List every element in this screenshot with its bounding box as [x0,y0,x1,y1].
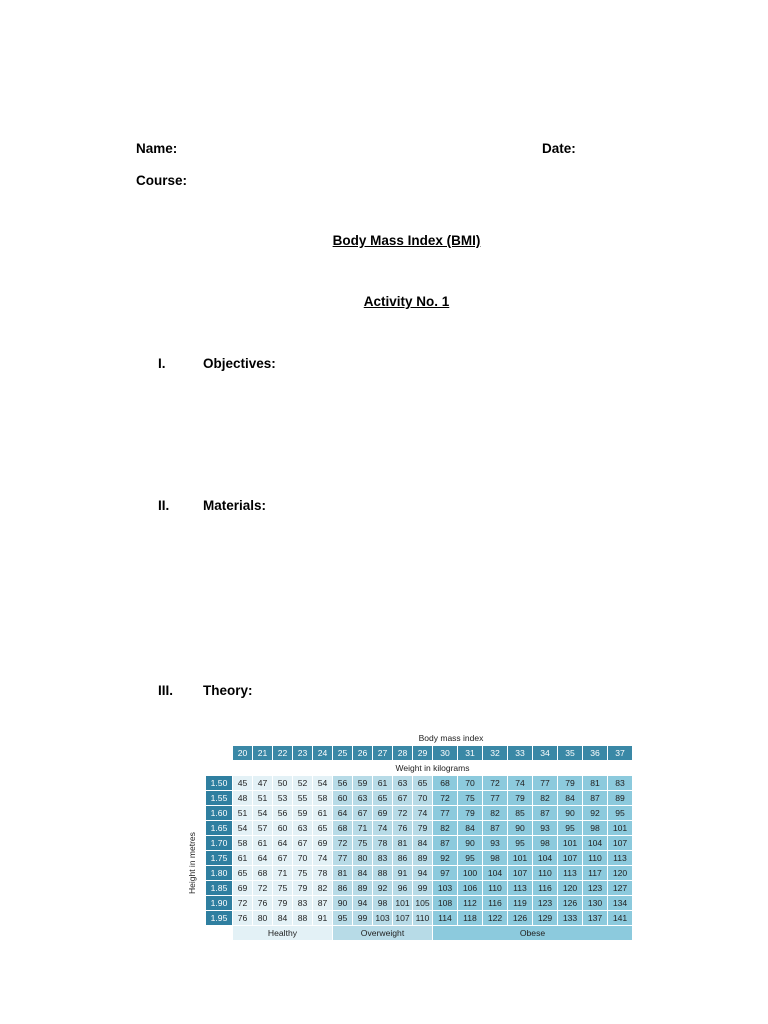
weight-cell: 75 [273,881,292,895]
weight-cell: 64 [253,851,272,865]
weight-cell: 98 [583,821,607,835]
weight-cell: 118 [458,911,482,925]
table-row [206,881,632,895]
weight-cell: 67 [393,791,412,805]
weight-cell: 101 [393,896,412,910]
weight-cell: 90 [558,806,582,820]
weight-cell: 76 [233,911,252,925]
weight-cell: 137 [583,911,607,925]
subtitle-row [206,761,632,775]
weight-cell: 92 [373,881,392,895]
bmi-value-header: 23 [293,746,312,760]
weight-cell: 75 [458,791,482,805]
height-cell: 1.50 [206,776,232,790]
bmi-value-header: 22 [273,746,292,760]
weight-cell: 76 [393,821,412,835]
weight-cell: 126 [558,896,582,910]
weight-cell: 70 [413,791,432,805]
weight-cell: 94 [413,866,432,880]
table-row [206,821,632,835]
category-spacer [206,926,232,940]
weight-cell: 61 [233,851,252,865]
weight-cell: 77 [483,791,507,805]
weight-cell: 107 [508,866,532,880]
height-cell: 1.70 [206,836,232,850]
weight-cell: 67 [353,806,372,820]
category-label-healthy: Healthy [233,926,332,940]
weight-cell: 104 [483,866,507,880]
weight-cell: 81 [393,836,412,850]
weight-cell: 77 [433,806,457,820]
weight-cell: 100 [458,866,482,880]
weight-subtitle: Weight in kilograms [395,763,470,773]
weight-cell: 84 [458,821,482,835]
height-cell: 1.65 [206,821,232,835]
weight-cell: 47 [253,776,272,790]
weight-cell: 83 [608,776,632,790]
weight-cell: 45 [233,776,252,790]
weight-cell: 97 [433,866,457,880]
weight-cell: 54 [253,806,272,820]
weight-cell: 61 [373,776,392,790]
weight-cell: 94 [353,896,372,910]
weight-cell: 81 [583,776,607,790]
section-numeral: II. [158,498,170,513]
weight-cell: 72 [333,836,352,850]
weight-cell: 95 [333,911,352,925]
bmi-value-header: 36 [583,746,607,760]
weight-cell: 106 [458,881,482,895]
weight-cell: 123 [583,881,607,895]
weight-cell: 65 [413,776,432,790]
weight-cell: 99 [353,911,372,925]
weight-cell: 82 [533,791,557,805]
weight-cell: 110 [413,911,432,925]
weight-cell: 69 [313,836,332,850]
weight-cell: 104 [583,836,607,850]
weight-cell: 110 [533,866,557,880]
weight-cell: 65 [373,791,392,805]
weight-cell: 98 [373,896,392,910]
weight-cell: 67 [293,836,312,850]
weight-cell: 104 [533,851,557,865]
bmi-value-header: 28 [393,746,412,760]
weight-cell: 57 [253,821,272,835]
weight-cell: 55 [293,791,312,805]
weight-cell: 78 [373,836,392,850]
bmi-chart [186,731,666,955]
weight-cell: 90 [333,896,352,910]
weight-cell: 88 [373,866,392,880]
weight-cell: 88 [293,911,312,925]
bmi-value-header: 31 [458,746,482,760]
table-row [206,791,632,805]
table-row [206,866,632,880]
activity-heading: Activity No. 1 [363,294,450,309]
table-row [206,896,632,910]
height-cell: 1.80 [206,866,232,880]
weight-cell: 87 [313,896,332,910]
weight-cell: 79 [508,791,532,805]
weight-cell: 133 [558,911,582,925]
weight-cell: 114 [433,911,457,925]
weight-cell: 83 [293,896,312,910]
weight-cell: 64 [273,836,292,850]
weight-cell: 52 [293,776,312,790]
weight-cell: 110 [583,851,607,865]
weight-cell: 134 [608,896,632,910]
weight-cell: 63 [353,791,372,805]
weight-cell: 56 [273,806,292,820]
weight-cell: 98 [483,851,507,865]
weight-cell: 107 [393,911,412,925]
bmi-value-header: 34 [533,746,557,760]
weight-cell: 122 [483,911,507,925]
bmi-value-header: 37 [608,746,632,760]
table-row [206,776,632,790]
table-row [206,836,632,850]
corner-cell [206,746,232,760]
height-cell: 1.90 [206,896,232,910]
weight-cell: 79 [458,806,482,820]
weight-cell: 117 [583,866,607,880]
course-label: Course: [136,173,188,188]
weight-cell: 91 [393,866,412,880]
weight-cell: 80 [353,851,372,865]
weight-cell: 79 [293,881,312,895]
height-cell: 1.60 [206,806,232,820]
weight-cell: 92 [583,806,607,820]
weight-cell: 91 [313,911,332,925]
weight-cell: 96 [393,881,412,895]
weight-cell: 77 [333,851,352,865]
height-cell: 1.95 [206,911,232,925]
weight-cell: 79 [558,776,582,790]
weight-cell: 84 [353,866,372,880]
weight-cell: 72 [483,776,507,790]
weight-cell: 90 [508,821,532,835]
weight-cell: 71 [353,821,372,835]
weight-cell: 74 [413,806,432,820]
weight-cell: 112 [458,896,482,910]
weight-cell: 90 [458,836,482,850]
category-label-overweight: Overweight [333,926,432,940]
bmi-value-header: 20 [233,746,252,760]
weight-cell: 59 [293,806,312,820]
weight-cell: 130 [583,896,607,910]
weight-cell: 65 [313,821,332,835]
weight-cell: 67 [273,851,292,865]
bmi-value-header: 27 [373,746,392,760]
table-row [206,851,632,865]
weight-cell: 84 [558,791,582,805]
weight-cell: 119 [508,896,532,910]
weight-cell: 65 [233,866,252,880]
weight-cell: 98 [533,836,557,850]
chart-title: Body mass index [418,733,484,743]
weight-cell: 123 [533,896,557,910]
weight-cell: 83 [373,851,392,865]
weight-cell: 61 [313,806,332,820]
weight-cell: 107 [558,851,582,865]
weight-cell: 120 [558,881,582,895]
weight-cell: 69 [373,806,392,820]
weight-cell: 60 [273,821,292,835]
weight-cell: 113 [608,851,632,865]
weight-cell: 68 [253,866,272,880]
weight-cell: 113 [508,881,532,895]
bmi-value-header: 35 [558,746,582,760]
weight-cell: 72 [393,806,412,820]
weight-cell: 116 [483,896,507,910]
weight-cell: 87 [533,806,557,820]
weight-cell: 72 [433,791,457,805]
weight-cell: 78 [313,866,332,880]
weight-cell: 75 [293,866,312,880]
weight-cell: 74 [508,776,532,790]
weight-cell: 89 [608,791,632,805]
weight-cell: 110 [483,881,507,895]
weight-cell: 101 [608,821,632,835]
weight-cell: 77 [533,776,557,790]
bmi-value-header: 29 [413,746,432,760]
y-axis-label: Height in metres [187,832,197,894]
weight-cell: 127 [608,881,632,895]
weight-cell: 89 [413,851,432,865]
weight-cell: 82 [433,821,457,835]
weight-cell: 64 [333,806,352,820]
bmi-table [205,745,633,941]
weight-cell: 84 [273,911,292,925]
weight-cell: 95 [508,836,532,850]
weight-cell: 82 [483,806,507,820]
weight-cell: 80 [253,911,272,925]
bmi-value-header: 33 [508,746,532,760]
weight-cell: 50 [273,776,292,790]
weight-cell: 95 [608,806,632,820]
height-cell: 1.55 [206,791,232,805]
weight-cell: 79 [413,821,432,835]
weight-cell: 107 [608,836,632,850]
weight-cell: 58 [313,791,332,805]
weight-cell: 74 [313,851,332,865]
table-row [206,911,632,925]
weight-cell: 79 [273,896,292,910]
weight-cell: 101 [558,836,582,850]
section-numeral: I. [158,356,166,371]
weight-cell: 70 [293,851,312,865]
weight-cell: 87 [583,791,607,805]
subtitle-spacer [206,761,232,775]
weight-cell: 93 [533,821,557,835]
table-row [206,806,632,820]
weight-cell: 56 [333,776,352,790]
weight-cell: 76 [253,896,272,910]
weight-cell: 95 [558,821,582,835]
height-cell: 1.75 [206,851,232,865]
section-theory-label: Theory: [203,683,253,698]
weight-cell: 51 [233,806,252,820]
bmi-value-header: 24 [313,746,332,760]
weight-cell: 74 [373,821,392,835]
bmi-value-header: 26 [353,746,372,760]
weight-cell: 99 [413,881,432,895]
weight-cell: 116 [533,881,557,895]
date-label: Date: [542,141,576,156]
weight-cell: 71 [273,866,292,880]
weight-cell: 53 [273,791,292,805]
weight-cell: 70 [458,776,482,790]
weight-cell: 105 [413,896,432,910]
bmi-value-header: 30 [433,746,457,760]
bmi-value-header: 21 [253,746,272,760]
weight-cell: 63 [293,821,312,835]
weight-cell: 129 [533,911,557,925]
weight-cell: 51 [253,791,272,805]
weight-cell: 87 [433,836,457,850]
weight-cell: 81 [333,866,352,880]
weight-cell: 75 [353,836,372,850]
weight-cell: 86 [333,881,352,895]
bmi-header-row [206,746,632,760]
weight-cell: 95 [458,851,482,865]
section-numeral: III. [158,683,174,698]
document-title: Body Mass Index (BMI) [332,233,481,248]
weight-cell: 120 [608,866,632,880]
weight-cell: 72 [233,896,252,910]
weight-cell: 54 [233,821,252,835]
weight-cell: 59 [353,776,372,790]
weight-cell: 87 [483,821,507,835]
weight-cell: 61 [253,836,272,850]
weight-cell: 108 [433,896,457,910]
weight-cell: 68 [333,821,352,835]
section-materials-label: Materials: [203,498,267,513]
height-cell: 1.85 [206,881,232,895]
weight-cell: 72 [253,881,272,895]
weight-cell: 101 [508,851,532,865]
section-objectives-label: Objectives: [203,356,276,371]
weight-cell: 60 [333,791,352,805]
weight-cell: 89 [353,881,372,895]
weight-cell: 84 [413,836,432,850]
weight-cell: 92 [433,851,457,865]
weight-cell: 86 [393,851,412,865]
weight-cell: 103 [433,881,457,895]
weight-cell: 85 [508,806,532,820]
weight-cell: 82 [313,881,332,895]
category-row [206,926,632,940]
weight-cell: 103 [373,911,392,925]
weight-cell: 141 [608,911,632,925]
bmi-value-header: 25 [333,746,352,760]
category-label-obese: Obese [433,926,632,940]
weight-cell: 63 [393,776,412,790]
weight-cell: 58 [233,836,252,850]
weight-cell: 48 [233,791,252,805]
weight-cell: 113 [558,866,582,880]
bmi-value-header: 32 [483,746,507,760]
weight-cell: 93 [483,836,507,850]
weight-cell: 68 [433,776,457,790]
weight-cell: 54 [313,776,332,790]
weight-cell: 126 [508,911,532,925]
name-label: Name: [136,141,178,156]
weight-cell: 69 [233,881,252,895]
